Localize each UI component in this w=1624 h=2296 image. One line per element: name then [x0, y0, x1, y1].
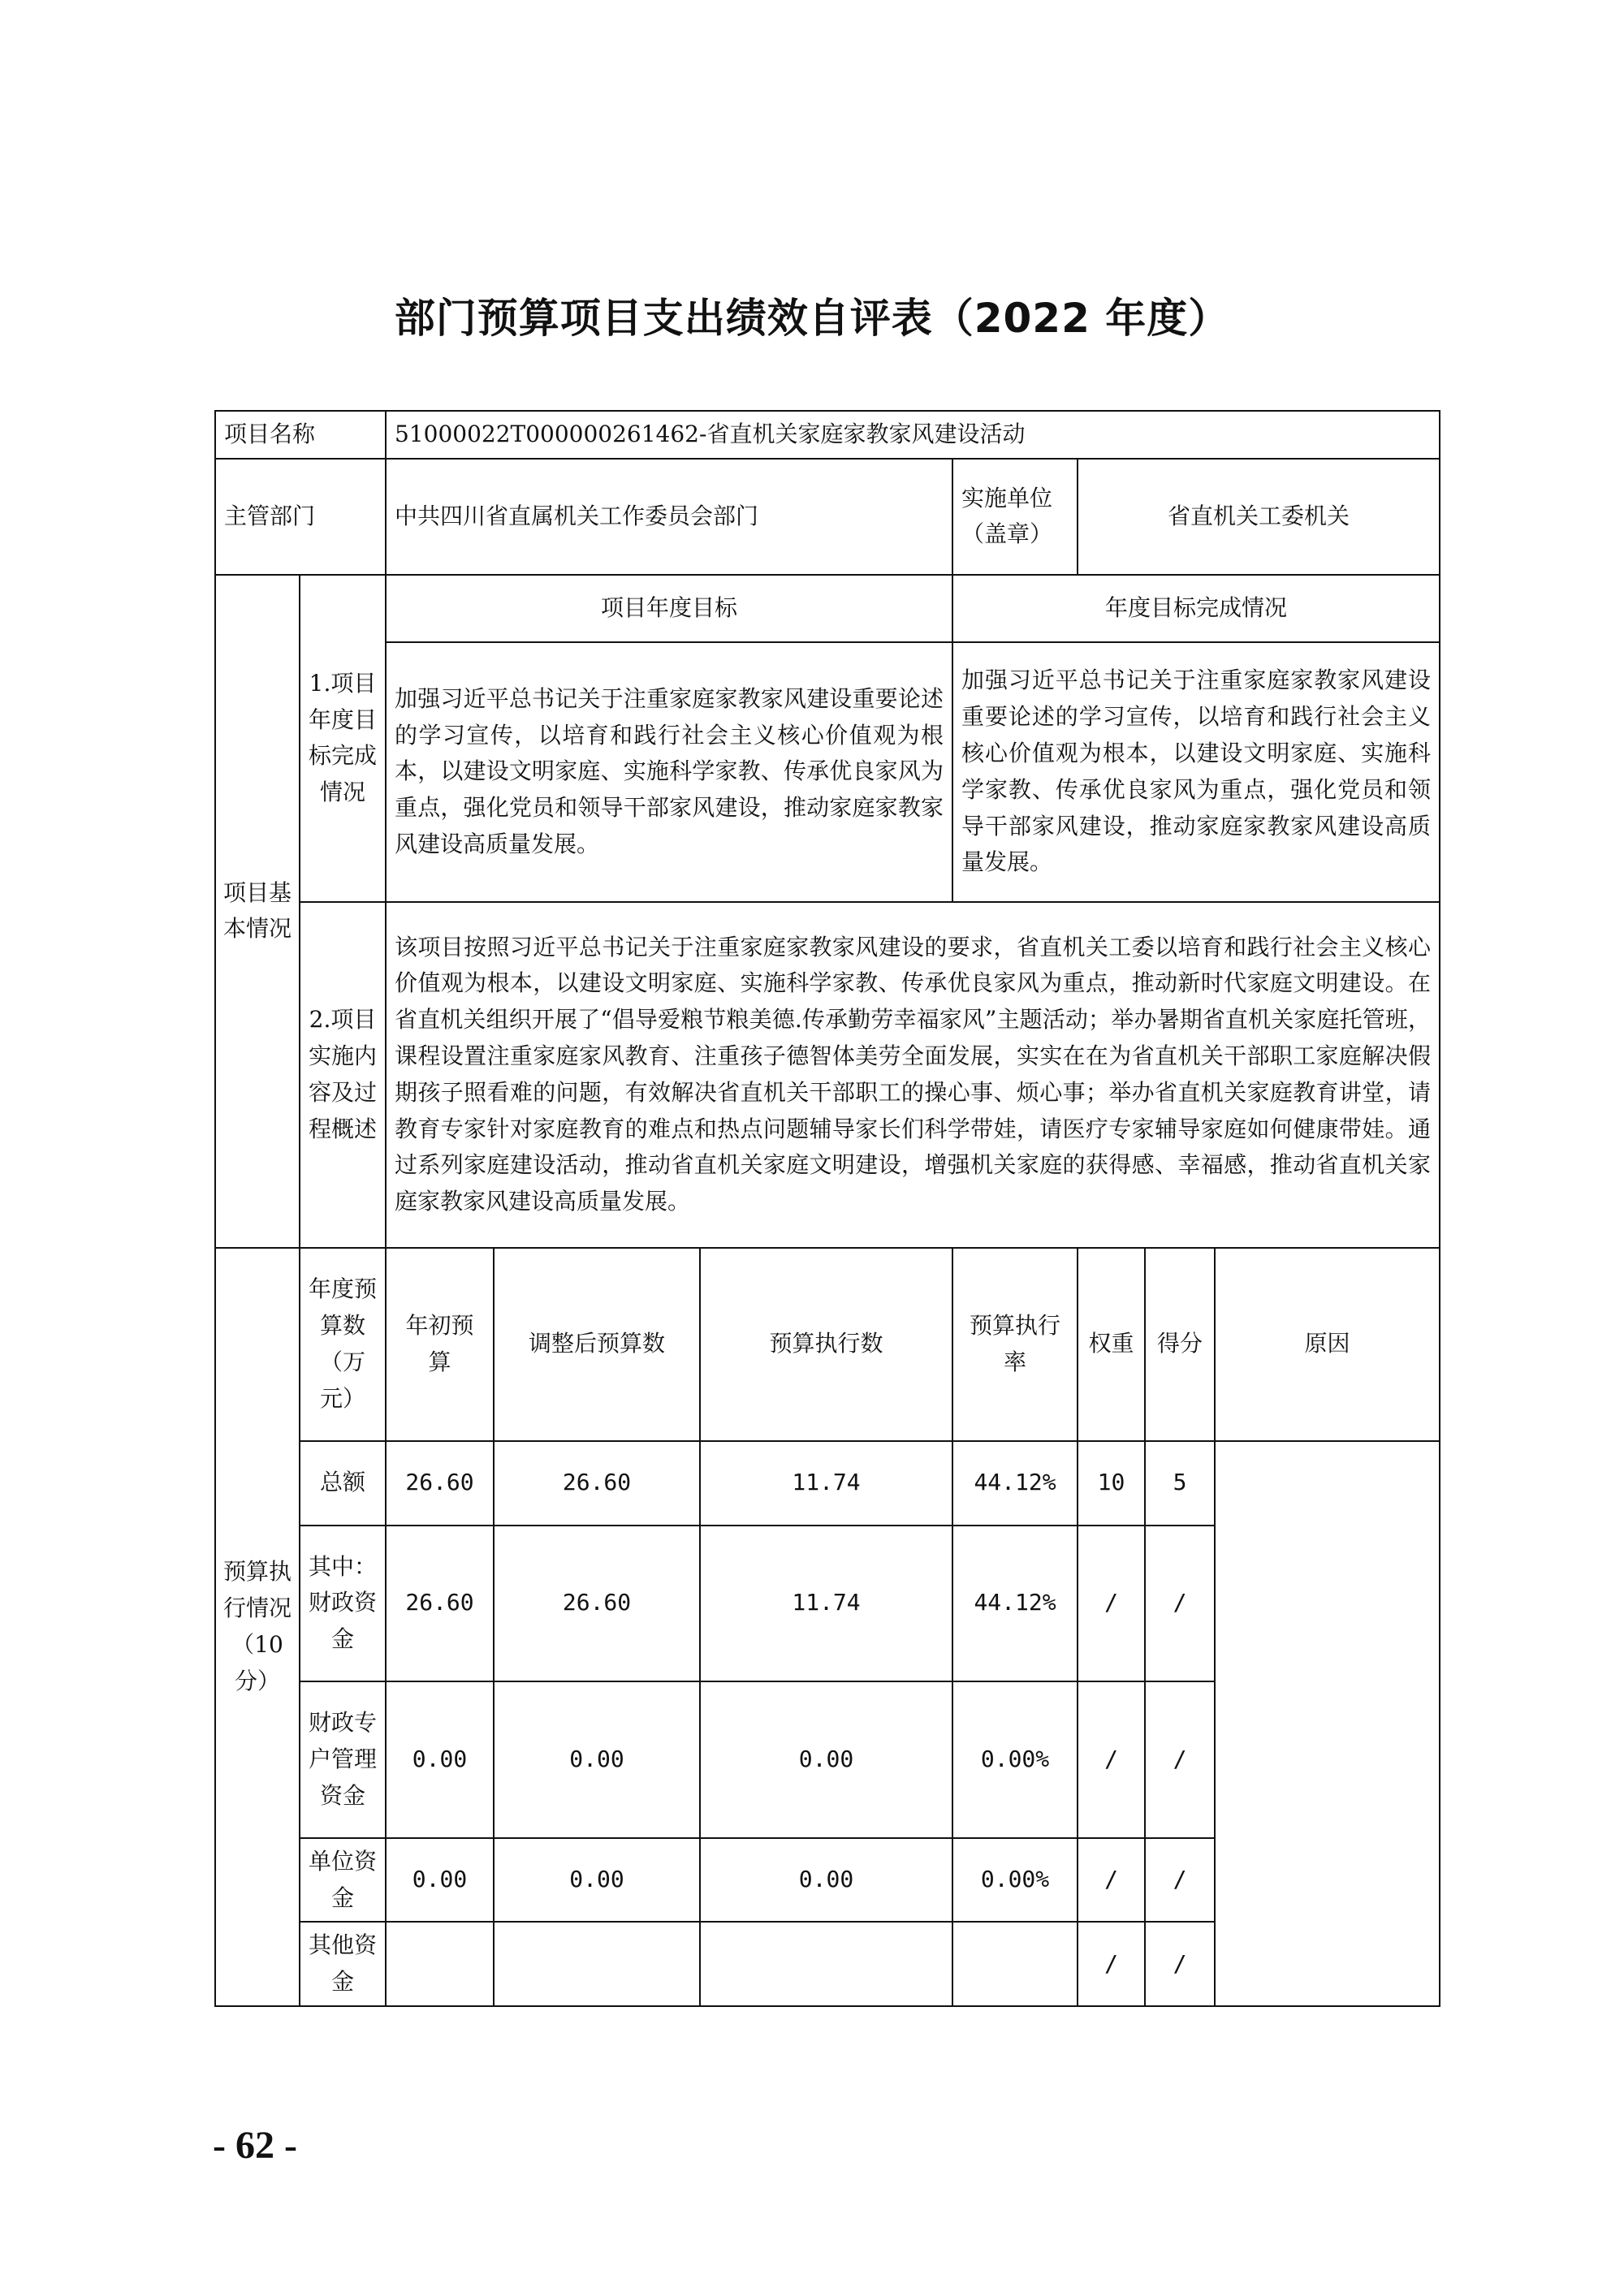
weight-value: 10 [1078, 1441, 1145, 1526]
adjusted-budget-header: 调整后预算数 [494, 1248, 700, 1441]
row-label: 单位资金 [300, 1838, 386, 1923]
unit-label: 实施单位（盖章） [952, 459, 1078, 575]
initial-value [386, 1922, 494, 2006]
weight-value: / [1078, 1526, 1145, 1681]
score-value: / [1145, 1526, 1215, 1681]
executed-value: 0.00 [700, 1838, 952, 1923]
row-label: 财政专户管理资金 [300, 1681, 386, 1838]
rate-value: 44.12% [952, 1526, 1078, 1681]
project-name-label: 项目名称 [215, 411, 386, 459]
executed-value: 11.74 [700, 1526, 952, 1681]
performance-table [214, 410, 1440, 2007]
initial-budget-header: 年初预算 [386, 1248, 494, 1441]
unit-value: 省直机关工委机关 [1078, 459, 1440, 575]
row-label: 其中：财政资金 [300, 1526, 386, 1681]
page-number: - 62 - [213, 2124, 297, 2167]
rate-value: 0.00% [952, 1681, 1078, 1838]
weight-value: / [1078, 1838, 1145, 1923]
document-title: 部门预算项目支出绩效自评表（2022 年度） [394, 295, 1230, 342]
adjusted-value: 0.00 [494, 1838, 700, 1923]
score-value: / [1145, 1681, 1215, 1838]
table-row [215, 1441, 1440, 1526]
goal-done-text: 加强习近平总书记关于注重家庭家教家风建设重要论述的学习宣传，以培育和践行社会主义核心价值观为根本，以建设文明家庭、实施科学家教、传承优良家风为重点，强化党员和领导干部家风建设，推动家庭家教家风建设高质量发展。 [952, 642, 1440, 902]
row-goal-content [215, 642, 1440, 902]
adjusted-value: 0.00 [494, 1681, 700, 1838]
row-department [215, 459, 1440, 575]
initial-value: 0.00 [386, 1681, 494, 1838]
row-label: 总额 [300, 1441, 386, 1526]
reason-value [1215, 1441, 1440, 2006]
adjusted-value: 26.60 [494, 1526, 700, 1681]
dept-label: 主管部门 [215, 459, 386, 575]
goal-text: 加强习近平总书记关于注重家庭家教家风建设重要论述的学习宣传，以培育和践行社会主义核心价值观为根本，以建设文明家庭、实施科学家教、传承优良家风为重点，强化党员和领导干部家风建设，推动家庭家教家风建设高质量发展。 [386, 642, 952, 902]
score-header: 得分 [1145, 1248, 1215, 1441]
basic-info-label: 项目基本情况 [215, 575, 300, 1248]
row-goal-headers [215, 575, 1440, 642]
executed-value: 11.74 [700, 1441, 952, 1526]
initial-value: 26.60 [386, 1526, 494, 1681]
executed-value [700, 1922, 952, 2006]
initial-value: 0.00 [386, 1838, 494, 1923]
score-value: 5 [1145, 1441, 1215, 1526]
rate-value: 0.00% [952, 1838, 1078, 1923]
weight-header: 权重 [1078, 1248, 1145, 1441]
row-project-name [215, 411, 1440, 459]
dept-value: 中共四川省直属机关工作委员会部门 [386, 459, 952, 575]
adjusted-value [494, 1922, 700, 2006]
goal-label: 1.项目年度目标完成情况 [300, 575, 386, 902]
reason-header: 原因 [1215, 1248, 1440, 1441]
row-implementation [215, 902, 1440, 1248]
score-value: / [1145, 1838, 1215, 1923]
rate-value [952, 1922, 1078, 2006]
rate-value: 44.12% [952, 1441, 1078, 1526]
executed-budget-header: 预算执行数 [700, 1248, 952, 1441]
row-budget-headers [215, 1248, 1440, 1441]
row-label: 其他资金 [300, 1922, 386, 2006]
adjusted-value: 26.60 [494, 1441, 700, 1526]
weight-value: / [1078, 1922, 1145, 2006]
initial-value: 26.60 [386, 1441, 494, 1526]
score-value: / [1145, 1922, 1215, 2006]
budget-exec-label: 预算执行情况（10分） [215, 1248, 300, 2006]
exec-rate-header: 预算执行率 [952, 1248, 1078, 1441]
impl-text: 该项目按照习近平总书记关于注重家庭家教家风建设的要求，省直机关工委以培育和践行社会主义核心价值观为根本，以建设文明家庭、实施科学家教、传承优良家风为重点，推动新时代家庭文明建设。在省直机关组织开展了“倡导爱粮节粮美德.传承勤劳幸福家风”主题活动；举办暑期省直机关家庭托管班，课程设置注重家庭家风教育、注重孩子德智体美劳全面发展，实实在在为省直机关干部职工家庭解决假期孩子照看难的问题，有效解决省直机关干部职工的操心事、烦心事；举办省直机关家庭教育讲堂，请教育专家针对家庭教育的难点和热点问题辅导家长们科学带娃，请医疗专家辅导家庭如何健康带娃。通过系列家庭建设活动，推动省直机关家庭文明建设，增强机关家庭的获得感、幸福感，推动省直机关家庭家教家风建设高质量发展。 [386, 902, 1440, 1248]
goal-done-header: 年度目标完成情况 [952, 575, 1440, 642]
executed-value: 0.00 [700, 1681, 952, 1838]
year-budget-header: 年度预算数（万元） [300, 1248, 386, 1441]
impl-label: 2.项目实施内容及过程概述 [300, 902, 386, 1248]
project-name-value: 51000022T000000261462-省直机关家庭家教家风建设活动 [386, 411, 1440, 459]
goal-header: 项目年度目标 [386, 575, 952, 642]
weight-value: / [1078, 1681, 1145, 1838]
